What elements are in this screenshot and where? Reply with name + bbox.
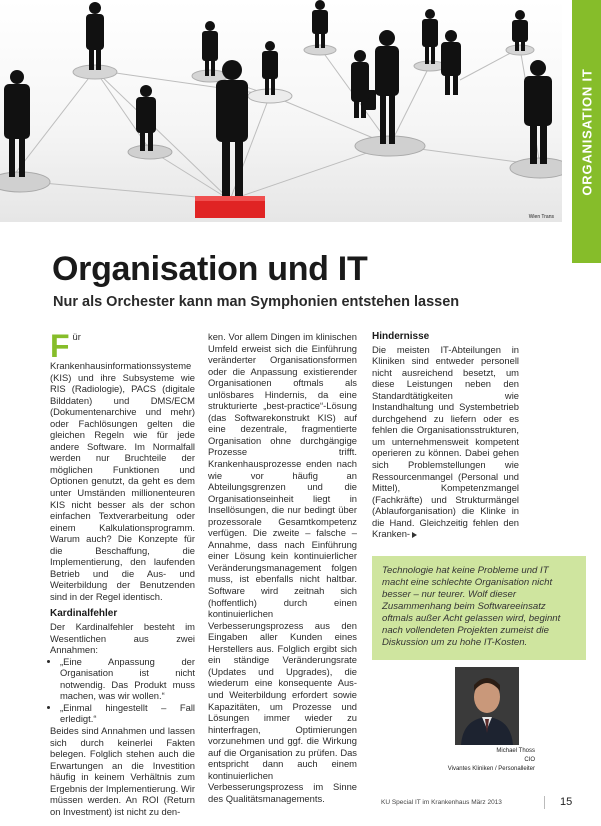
portrait-role: CIO [524,757,535,763]
article-column-2 [208,331,357,804]
intro-paragraph [50,328,195,602]
section-tab-label: ORGANISATION IT [579,67,594,196]
assumption-list [50,656,195,725]
column-3-paragraph [372,344,519,540]
list-item: • „Einmal hingestellt – Fall erledigt.“ [60,702,195,725]
article-column-3 [372,331,519,540]
list-item: • „Eine Anpassung der Organisation ist nicht notwendig. Das Produkt muss machen, was wir wollen.“ [60,656,195,702]
footer-divider [544,796,545,809]
section-tab [572,0,601,263]
portrait-name: Michael Thoss [496,748,535,754]
column-3-text: Die meisten IT-Abteilungen in Kliniken sind entweder personell nicht ausreichend besetzt, um diese Leistungen neben den Standardtätigkeiten wie Instandhaltung und Systembetrieb durchgehend zu liefern oder es fehlen die Organisationsstrukturen, um unternehmensweit kompetent operieren zu können. Dabei gehen sich Problemstellungen wie Ressourcenmangel (Personal und Mittel), Kompetenzmangel (Fachkräfte) und Strukturmängel (Ablauforganisation) die Klinke in die Hand. Gleichzeitig fehlen den Kranken- [372,343,519,540]
author-portrait [455,667,519,745]
footer-label: KU Special IT im Krankenhaus März 2013 [381,799,502,806]
intro-text: ür Krankenhausinformationssysteme (KIS) und ihre Subsysteme wie RIS (Radiologie), PACS (digitale Bilddaten) und DMS/ECM (Dokumentenarchive und mehr) oder Fachlösungen gelten die gleichen Regeln wie für jede andere Software. Im Normalfall werden nur Bruchteile der möglichen Funktionen und Optionen genutzt, da geht es dem unter Umständen millionenteuren KIS nicht besser als der schon einfachen Textverarbeitung oder einem Kalkulationsprogramm. Warum auch? Die Konzepte für die Beschaffung, die Implementierung, den laufenden Betrieb und die Aus- und Weiterbildung der Benutzenden sind in der Regel identisch. [50,331,195,602]
photo-credit: Wien Trans [528,214,554,220]
tail-paragraph: Beides sind Annahmen und lassen sich durch keinerlei Fakten belegen. Folglich stehen auch die Erwartungen an die Investition häufig in keinem Verhältnis zum Ergebnis der Implementierung. Wir müssen werden. An ROI (Return on Investment) ist nicht zu den- [50,724,195,817]
continue-arrow-icon [412,532,417,538]
portrait-image [455,667,519,745]
lead-paragraph: Der Kardinalfehler besteht im Wesentlichen aus zwei Annahmen: [50,621,195,656]
column-2-text: ken. Vor allem Dingen im klinischen Umfeld erweist sich die Einführung veränderter Organisationsformen oder die Anpassung existierender Organisationen oftmals als unlösbares Hindernis, da eine strukturierte „best-practice“-Lösung (das Softwarekonstrukt KIS) auf eine dezentrale, fragmentierte Organisation ohne durchgängige Prozesse trifft. Krankenhausprozesse enden nach wie vor häufig an Abteilungsgrenzen und die Organisationseinheit liegt in Insellösungen, die nur bedingt über prozessorale Gesamtkompetenz verfügen. Die zweite – falsche – Annahme, dass nach Einführung einer Lösung kein kontinuierlicher Veränderungsmanagement folgen muss, ist ebenfalls nicht haltbar. Software wird zeitnah sich (hoffentlich) durch einen kontinuierlichen Verbesserungsprozess aus den Eingaben aller Kunden eines Herstellers aus. Folglich ergibt sich ein ständige Veränderungsrate (Updates und Upgrades), die wiederum eine konsequente Aus- und Weiterbildung erfordert sowie Kapazitäten, um Prozesse und Lösungen immer wieder zu hinterfragen, Optimierungen vorzunehmen und ggf. die Wirkung auf die Organisation zu prüfen. Das entspricht dann auch einem kontinuierlichen Verbesserungsprozess im Sinne des Qualitätsmanagements. [208,331,357,804]
hero-illustration [0,0,562,222]
page-number: 15 [560,796,573,808]
network-people-graphic [0,0,562,222]
subhead-kardinalfehler: Kardinalfehler [50,608,118,620]
drop-cap: F [50,328,70,364]
subhead-hindernisse: Hindernisse [372,331,430,342]
article-headline: Organisation und IT [52,250,368,288]
pull-quote: Technologie hat keine Probleme und IT macht eine schlechte Organisation nicht besser – nur teurer. Wolf dieser Zusammenhang beim Softwareeinsatz oftmals außer Acht gelassen wird, beginnt nach vollendeten Projekten zumeist die Diskussion um zu hohe IT-Kosten. [372,556,586,660]
article-subtitle: Nur als Orchester kann man Symphonien entstehen lassen [53,294,460,310]
article-column-1 [50,328,195,817]
portrait-caption: Vivantes Kliniken / Personalleiter [447,766,535,772]
